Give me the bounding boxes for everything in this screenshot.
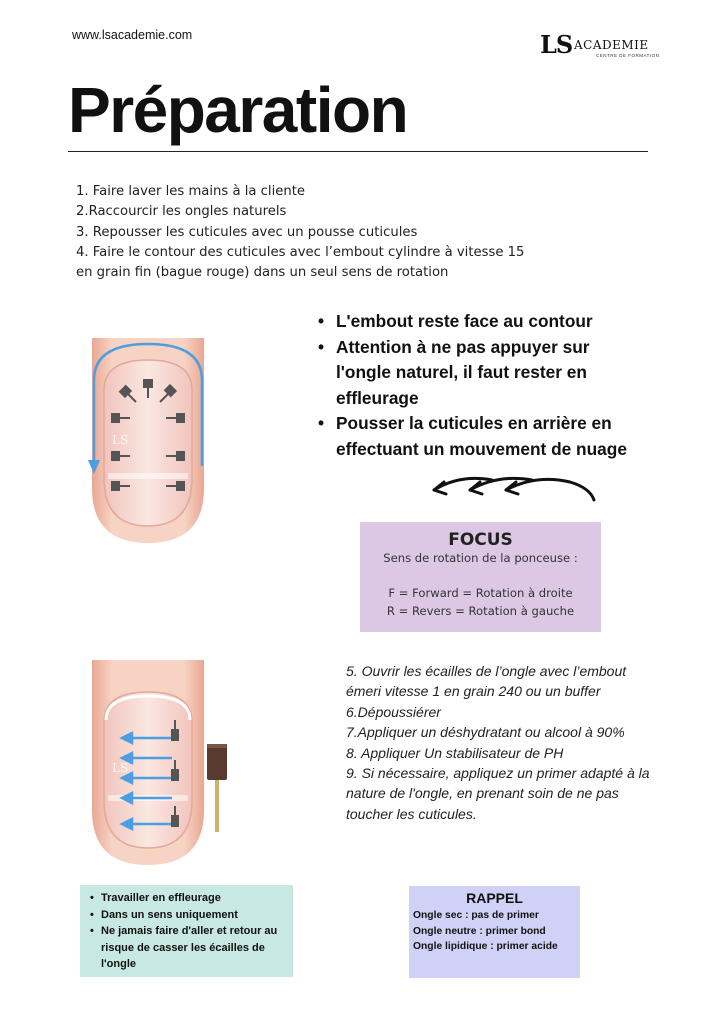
- rappel-box: [409, 886, 580, 978]
- page-title: Préparation: [68, 74, 408, 146]
- step: 9. Si nécessaire, appliquez un primer adapté à la nature de l'ongle, en prenant soin de ne pas toucher les cuticules.: [346, 765, 650, 822]
- focus-title: FOCUS: [448, 530, 513, 550]
- intro-step: 3. Repousser les cuticules avec un pousse cuticules: [76, 224, 418, 240]
- step: 5. Ouvrir les écailles de l’ongle avec l’embout émeri vitesse 1 en grain 240 ou un buffer: [346, 663, 627, 700]
- key-point: • Pousser la cuticules en arrière en effectuant un mouvement de nuage: [316, 411, 646, 462]
- step: 6.Dépoussiérer: [346, 703, 441, 720]
- intro-step: 1. Faire laver les mains à la cliente: [76, 184, 306, 199]
- buffer-bit-icon: [200, 742, 234, 834]
- step: 7.Appliquer un déshydratant ou alcool à 90%: [346, 724, 625, 741]
- tip: • Dans un sens uniquement: [90, 907, 289, 924]
- brand-initials: LS: [540, 30, 573, 59]
- focus-forward: F = Forward = Rotation à droite: [388, 586, 573, 601]
- focus-reverse: R = Revers = Rotation à gauche: [386, 603, 575, 618]
- brand-logo: [540, 30, 660, 62]
- rappel-line: Ongle lipidique : primer acide: [413, 941, 558, 953]
- tip: • Travailler en effleurage: [90, 890, 289, 907]
- key-point: • L'embout reste face au contour: [316, 309, 646, 335]
- nail-buffing-illustration: [80, 660, 216, 870]
- focus-subtitle: Sens de rotation de la ponceuse :: [383, 551, 578, 565]
- tips-list: [90, 890, 289, 973]
- rappel-line: Ongle neutre : primer bond: [413, 925, 546, 937]
- brand-tagline: CENTRE DE FORMATION: [596, 53, 660, 58]
- intro-step: en grain fin (bague rouge) dans un seul sens de rotation: [76, 265, 449, 281]
- steps-list: [346, 661, 656, 824]
- key-point: • Attention à ne pas appuyer sur l'ongle naturel, il faut rester en effleurage: [316, 335, 646, 412]
- key-points-list: [316, 309, 646, 463]
- tip: • Ne jamais faire d'aller et retour au risque de casser les écailles de l'ongle: [90, 923, 289, 973]
- tips-box: [80, 885, 293, 977]
- watermark: LS: [112, 761, 129, 775]
- title-divider: [68, 151, 648, 152]
- free-edge: [108, 473, 188, 479]
- step: 8. Appliquer Un stabilisateur de PH: [346, 744, 564, 761]
- rappel-title: RAPPEL: [466, 890, 523, 906]
- focus-box: [360, 522, 601, 632]
- intro-step: 2.Raccourcir les ongles naturels: [76, 204, 287, 220]
- brand-word: ACADEMIE: [574, 38, 649, 52]
- focus-spacer: [360, 568, 601, 586]
- cloud-motion-arrows-icon: [430, 470, 600, 506]
- intro-steps: [76, 182, 596, 283]
- nail-contour-illustration: [80, 338, 216, 548]
- intro-step: 4. Faire le contour des cuticules avec l’embout cylindre à vitesse 15: [76, 244, 525, 260]
- website-url[interactable]: www.lsacademie.com: [72, 28, 193, 42]
- rappel-line: Ongle sec : pas de primer: [413, 910, 539, 921]
- watermark: LS: [112, 433, 129, 447]
